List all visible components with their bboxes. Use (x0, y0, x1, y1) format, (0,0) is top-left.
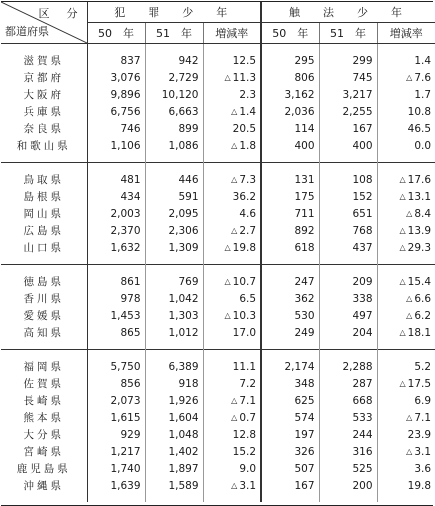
cell-c51: 1,402 (145, 443, 203, 460)
group-padding-row (1, 154, 435, 163)
cell-l51: 244 (319, 426, 377, 443)
rate-value: 19.8 (407, 479, 432, 492)
cell-lrate (377, 358, 435, 375)
statistics-table-page (1, 1, 433, 506)
rate-value: 3.1 (414, 445, 432, 458)
cell-crate (203, 409, 261, 426)
rate-value: 13.9 (407, 224, 432, 237)
table-row (1, 188, 435, 205)
cell-l50: 197 (261, 426, 319, 443)
group-padding-row (1, 44, 435, 53)
decrease-triangle-icon: △ (399, 242, 406, 252)
cell-l51: 533 (319, 409, 377, 426)
cell-lrate (377, 477, 435, 494)
cell-lrate (377, 188, 435, 205)
table-row (1, 222, 435, 239)
cell-c50: 1,217 (110, 445, 141, 458)
cell-c51: 10,120 (145, 86, 203, 103)
prefecture-name: 岡山県 (1, 205, 87, 222)
cell-l51: 152 (319, 188, 377, 205)
rate-value: 29.3 (407, 241, 432, 254)
cell-l51: 668 (319, 392, 377, 409)
table-row (1, 290, 435, 307)
table-row (1, 392, 435, 409)
prefecture-name: 鹿児島県 (1, 460, 87, 477)
cell-c51: 1,012 (145, 324, 203, 341)
cell-crate (203, 290, 261, 307)
decrease-triangle-icon: △ (231, 174, 238, 184)
cell-l50: 249 (261, 324, 319, 341)
rate-value: 7.2 (239, 377, 257, 390)
cell-l50: 3,162 (261, 86, 319, 103)
cell-crate (203, 307, 261, 324)
rate-value: 23.9 (407, 428, 432, 441)
decrease-triangle-icon: △ (399, 174, 406, 184)
cell-l51: 204 (319, 324, 377, 341)
decrease-triangle-icon: △ (406, 412, 413, 422)
decrease-triangle-icon: △ (231, 395, 238, 405)
cell-c51: 918 (145, 375, 203, 392)
cell-crate (203, 375, 261, 392)
cell-lrate (377, 137, 435, 154)
cell-c50: 1,632 (110, 241, 141, 254)
cell-c51: 1,042 (145, 290, 203, 307)
table-row (1, 239, 435, 256)
cell-crate (203, 392, 261, 409)
cell-c51: 2,729 (145, 69, 203, 86)
cell-l51: 525 (319, 460, 377, 477)
cell-l50: 400 (261, 137, 319, 154)
header-law-50: 50 年 (261, 23, 319, 44)
table-row (1, 52, 435, 69)
cell-crate (203, 477, 261, 494)
rate-value: 11.1 (232, 360, 257, 373)
cell-lrate (377, 392, 435, 409)
cell-lrate (377, 171, 435, 188)
cell-l50: 2,174 (261, 358, 319, 375)
rate-value: 1.8 (239, 139, 257, 152)
cell-crate (203, 426, 261, 443)
header-law-rate: 増減率 (377, 23, 435, 44)
rate-value: 6.5 (239, 292, 257, 305)
table-row (1, 307, 435, 324)
cell-c51: 942 (145, 52, 203, 69)
cell-l50: 114 (261, 120, 319, 137)
prefecture-name: 鳥取県 (1, 171, 87, 188)
prefecture-name: 京都府 (1, 69, 87, 86)
table-row (1, 477, 435, 494)
cell-c50: 1,106 (110, 139, 141, 152)
cell-c50: 2,073 (110, 394, 141, 407)
decrease-triangle-icon: △ (399, 378, 406, 388)
cell-l51: 768 (319, 222, 377, 239)
header-corner-cell (1, 2, 87, 44)
cell-crate (203, 222, 261, 239)
table-row (1, 137, 435, 154)
prefecture-name: 愛媛県 (1, 307, 87, 324)
decrease-triangle-icon: △ (224, 72, 231, 82)
rate-value: 7.1 (239, 394, 257, 407)
cell-l51: 651 (319, 205, 377, 222)
prefecture-name: 徳島県 (1, 273, 87, 290)
cell-lrate (377, 375, 435, 392)
rate-value: 8.4 (414, 207, 432, 220)
decrease-triangle-icon: △ (399, 191, 406, 201)
rate-value: 6.6 (414, 292, 432, 305)
cell-crate (203, 120, 261, 137)
table-row (1, 103, 435, 120)
decrease-triangle-icon: △ (231, 106, 238, 116)
cell-lrate (377, 120, 435, 137)
cell-lrate (377, 290, 435, 307)
header-crime-51: 51 年 (145, 23, 203, 44)
cell-c50: 1,453 (110, 309, 141, 322)
cell-l51: 299 (319, 52, 377, 69)
cell-lrate (377, 460, 435, 477)
group-separator-row (1, 265, 435, 274)
cell-crate (203, 239, 261, 256)
cell-crate (203, 324, 261, 341)
cell-crate (203, 273, 261, 290)
cell-c50: 5,750 (110, 360, 141, 373)
table-row (1, 120, 435, 137)
prefecture-name: 島根県 (1, 188, 87, 205)
cell-c51: 1,303 (145, 307, 203, 324)
cell-c50: 856 (120, 377, 141, 390)
cell-l50: 131 (261, 171, 319, 188)
decrease-triangle-icon: △ (231, 412, 238, 422)
cell-c50: 865 (120, 326, 141, 339)
decrease-triangle-icon: △ (406, 446, 413, 456)
table-row (1, 69, 435, 86)
cell-c50: 1,639 (110, 479, 141, 492)
juvenile-statistics-table (1, 2, 435, 502)
cell-lrate (377, 69, 435, 86)
cell-l50: 574 (261, 409, 319, 426)
cell-l50: 2,036 (261, 103, 319, 120)
cell-c50: 1,615 (110, 411, 141, 424)
decrease-triangle-icon: △ (224, 310, 231, 320)
cell-l51: 316 (319, 443, 377, 460)
cell-lrate (377, 443, 435, 460)
rate-value: 15.4 (407, 275, 432, 288)
decrease-triangle-icon: △ (399, 225, 406, 235)
table-body (1, 44, 435, 503)
cell-l50: 348 (261, 375, 319, 392)
cell-l51: 2,288 (319, 358, 377, 375)
rate-value: 17.0 (232, 326, 257, 339)
cell-c51: 2,095 (145, 205, 203, 222)
cell-l51: 338 (319, 290, 377, 307)
decrease-triangle-icon: △ (224, 276, 231, 286)
cell-crate (203, 86, 261, 103)
rate-value: 12.5 (232, 54, 257, 67)
cell-lrate (377, 426, 435, 443)
rate-value: 9.0 (239, 462, 257, 475)
decrease-triangle-icon: △ (406, 72, 413, 82)
cell-l51: 3,217 (319, 86, 377, 103)
cell-crate (203, 358, 261, 375)
cell-c50: 861 (120, 275, 141, 288)
rate-value: 7.6 (414, 71, 432, 84)
cell-l50: 362 (261, 290, 319, 307)
table-row (1, 443, 435, 460)
cell-l50: 295 (261, 52, 319, 69)
table-row (1, 460, 435, 477)
cell-l51: 200 (319, 477, 377, 494)
rate-value: 0.7 (239, 411, 257, 424)
cell-c51: 6,389 (145, 358, 203, 375)
cell-c51: 1,926 (145, 392, 203, 409)
cell-c51: 2,306 (145, 222, 203, 239)
cell-crate (203, 188, 261, 205)
cell-lrate (377, 52, 435, 69)
rate-value: 3.6 (414, 462, 432, 475)
cell-crate (203, 205, 261, 222)
prefecture-name: 宮崎県 (1, 443, 87, 460)
decrease-triangle-icon: △ (399, 276, 406, 286)
prefecture-name: 山口県 (1, 239, 87, 256)
cell-c50: 434 (120, 190, 141, 203)
cell-c51: 1,048 (145, 426, 203, 443)
cell-l51: 209 (319, 273, 377, 290)
cell-l50: 167 (261, 477, 319, 494)
cell-l50: 806 (261, 69, 319, 86)
table-row (1, 273, 435, 290)
cell-l50: 711 (261, 205, 319, 222)
decrease-triangle-icon: △ (224, 242, 231, 252)
rate-value: 36.2 (232, 190, 257, 203)
group-padding-row (1, 341, 435, 350)
cell-l51: 287 (319, 375, 377, 392)
header-crime-50: 50 年 (87, 23, 145, 44)
cell-l50: 625 (261, 392, 319, 409)
header-row-groups (1, 2, 435, 23)
cell-l50: 507 (261, 460, 319, 477)
rate-value: 7.3 (239, 173, 257, 186)
prefecture-name: 広島県 (1, 222, 87, 239)
cell-crate (203, 69, 261, 86)
cell-lrate (377, 103, 435, 120)
rate-value: 10.7 (232, 275, 257, 288)
cell-l50: 326 (261, 443, 319, 460)
cell-c51: 1,604 (145, 409, 203, 426)
rate-value: 13.1 (407, 190, 432, 203)
rate-value: 1.4 (414, 54, 432, 67)
cell-c51: 1,589 (145, 477, 203, 494)
cell-crate (203, 460, 261, 477)
prefecture-name: 佐賀県 (1, 375, 87, 392)
prefecture-name: 奈良県 (1, 120, 87, 137)
cell-c51: 899 (145, 120, 203, 137)
cell-lrate (377, 239, 435, 256)
prefecture-name: 滋賀県 (1, 52, 87, 69)
table-row (1, 171, 435, 188)
cell-crate (203, 103, 261, 120)
group-separator-row (1, 350, 435, 359)
prefecture-name: 大分県 (1, 426, 87, 443)
table-row (1, 358, 435, 375)
header-prefecture-label: 都道府県 (5, 25, 49, 38)
rate-value: 10.3 (232, 309, 257, 322)
prefecture-name: 大阪府 (1, 86, 87, 103)
rate-value: 10.8 (407, 105, 432, 118)
rate-value: 1.7 (414, 88, 432, 101)
rate-value: 46.5 (407, 122, 432, 135)
decrease-triangle-icon: △ (231, 225, 238, 235)
header-law-touching-juveniles: 触 法 少 年 (261, 2, 435, 23)
decrease-triangle-icon: △ (406, 293, 413, 303)
decrease-triangle-icon: △ (406, 208, 413, 218)
cell-l51: 400 (319, 137, 377, 154)
cell-l51: 167 (319, 120, 377, 137)
cell-l51: 745 (319, 69, 377, 86)
cell-l50: 530 (261, 307, 319, 324)
table-row (1, 324, 435, 341)
cell-l50: 618 (261, 239, 319, 256)
prefecture-name: 香川県 (1, 290, 87, 307)
prefecture-name: 和歌山県 (1, 137, 87, 154)
group-separator-row (1, 163, 435, 172)
cell-c51: 1,086 (145, 137, 203, 154)
rate-value: 2.7 (239, 224, 257, 237)
cell-crate (203, 52, 261, 69)
cell-lrate (377, 273, 435, 290)
cell-lrate (377, 205, 435, 222)
rate-value: 18.1 (407, 326, 432, 339)
cell-crate (203, 137, 261, 154)
cell-l51: 497 (319, 307, 377, 324)
cell-c50: 746 (120, 122, 141, 135)
header-kubun-label: 区 分 (38, 7, 81, 20)
cell-lrate (377, 222, 435, 239)
cell-l51: 437 (319, 239, 377, 256)
prefecture-name: 長崎県 (1, 392, 87, 409)
prefecture-name: 沖縄県 (1, 477, 87, 494)
cell-c51: 1,309 (145, 239, 203, 256)
rate-value: 17.5 (407, 377, 432, 390)
cell-lrate (377, 324, 435, 341)
group-padding-row (1, 256, 435, 265)
table-row (1, 205, 435, 222)
rate-value: 6.2 (414, 309, 432, 322)
cell-c50: 9,896 (110, 88, 141, 101)
rate-value: 4.6 (239, 207, 257, 220)
rate-value: 0.0 (414, 139, 432, 152)
prefecture-name: 兵庫県 (1, 103, 87, 120)
cell-crate (203, 443, 261, 460)
rate-value: 20.5 (232, 122, 257, 135)
cell-l50: 892 (261, 222, 319, 239)
group-padding-row (1, 494, 435, 502)
cell-c50: 929 (120, 428, 141, 441)
rate-value: 19.8 (232, 241, 257, 254)
header-crime-juveniles: 犯 罪 少 年 (87, 2, 261, 23)
rate-value: 3.1 (239, 479, 257, 492)
rate-value: 1.4 (239, 105, 257, 118)
rate-value: 5.2 (414, 360, 432, 373)
table-row (1, 375, 435, 392)
cell-c51: 6,663 (145, 103, 203, 120)
cell-c50: 6,756 (110, 105, 141, 118)
cell-c50: 978 (120, 292, 141, 305)
cell-c50: 837 (120, 54, 141, 67)
cell-c50: 2,370 (110, 224, 141, 237)
cell-l51: 108 (319, 171, 377, 188)
table-row (1, 426, 435, 443)
prefecture-name: 熊本県 (1, 409, 87, 426)
rate-value: 12.8 (232, 428, 257, 441)
cell-lrate (377, 409, 435, 426)
cell-c50: 1,740 (110, 462, 141, 475)
decrease-triangle-icon: △ (406, 310, 413, 320)
cell-l50: 247 (261, 273, 319, 290)
rate-value: 11.3 (232, 71, 257, 84)
cell-lrate (377, 307, 435, 324)
prefecture-name: 福岡県 (1, 358, 87, 375)
cell-lrate (377, 86, 435, 103)
cell-c51: 1,897 (145, 460, 203, 477)
header-crime-rate: 増減率 (203, 23, 261, 44)
cell-c50: 2,003 (110, 207, 141, 220)
table-row (1, 86, 435, 103)
cell-c51: 446 (145, 171, 203, 188)
rate-value: 17.6 (407, 173, 432, 186)
cell-l50: 175 (261, 188, 319, 205)
cell-c51: 591 (145, 188, 203, 205)
cell-c50: 3,076 (110, 71, 141, 84)
decrease-triangle-icon: △ (231, 480, 238, 490)
rate-value: 15.2 (232, 445, 257, 458)
table-row (1, 409, 435, 426)
rate-value: 6.9 (414, 394, 432, 407)
decrease-triangle-icon: △ (231, 140, 238, 150)
decrease-triangle-icon: △ (399, 327, 406, 337)
prefecture-name: 高知県 (1, 324, 87, 341)
header-law-51: 51 年 (319, 23, 377, 44)
cell-l51: 2,255 (319, 103, 377, 120)
rate-value: 2.3 (239, 88, 257, 101)
rate-value: 7.1 (414, 411, 432, 424)
cell-c50: 481 (120, 173, 141, 186)
cell-crate (203, 171, 261, 188)
cell-c51: 769 (145, 273, 203, 290)
